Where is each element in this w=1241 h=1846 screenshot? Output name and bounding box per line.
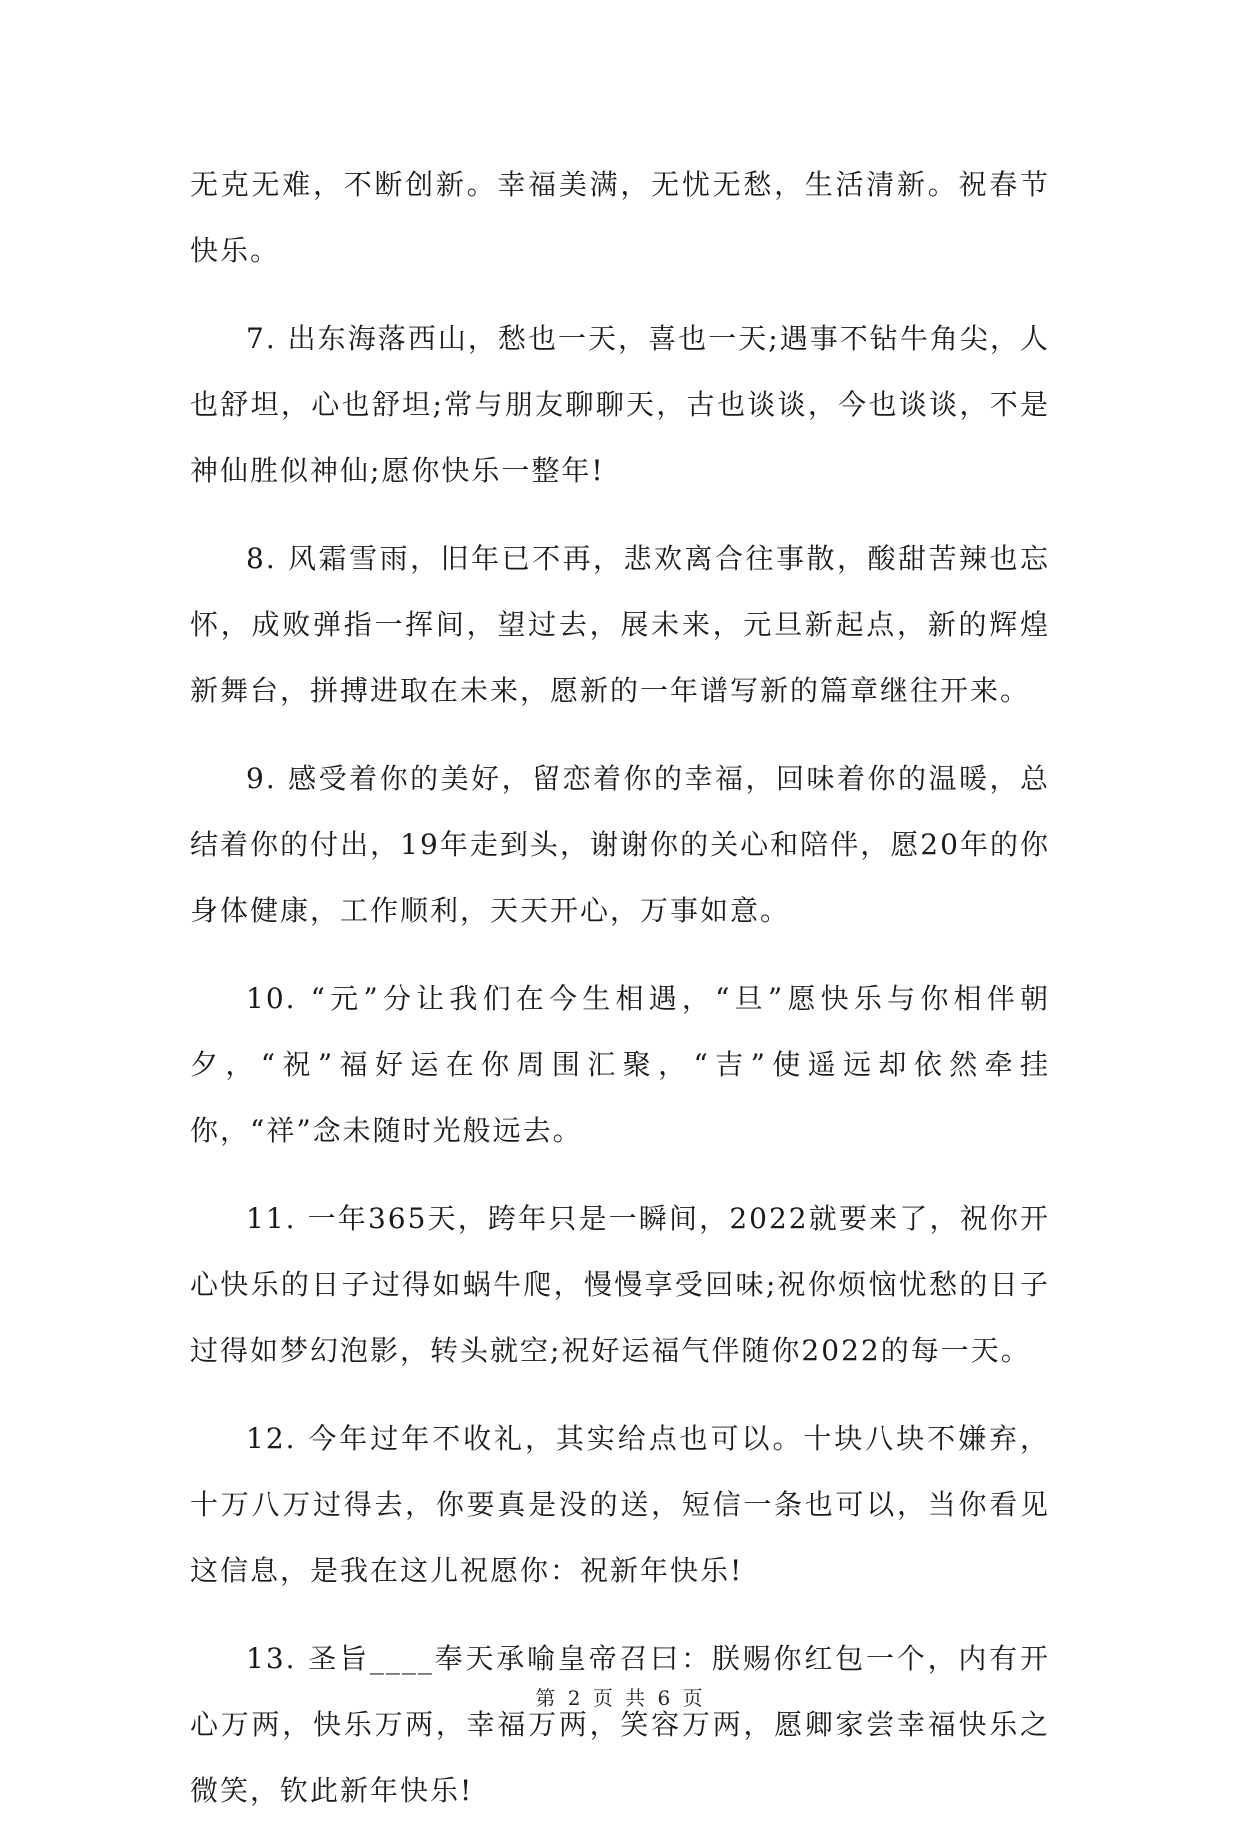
paragraph-continued: 无克无难，不断创新。幸福美满，无忧无愁，生活清新。祝春节快乐。 [190,168,1050,267]
paragraph-item-9: 9. 感受着你的美好，留恋着你的幸福，回味着你的温暖，总结着你的付出，19年走到头，谢谢你的关心和陪伴，愿20年的你身体健康，工作顺利，天天开心，万事如意。 [190,762,1050,927]
paragraph-item-13: 13. 圣旨____奉天承喻皇帝召曰：朕赐你红包一个，内有开心万两，快乐万两，幸福万两，笑容万两，愿卿家尝幸福快乐之微笑，钦此新年快乐! [190,1642,1050,1807]
document-body [190,152,1050,1846]
paragraph-item-8: 8. 风霜雪雨，旧年已不再，悲欢离合往事散，酸甜苦辣也忘怀，成败弹指一挥间，望过去，展未来，元旦新起点，新的辉煌新舞台，拼搏进取在未来，愿新的一年谱写新的篇章继往开来。 [190,542,1050,707]
paragraph-item-12: 12. 今年过年不收礼，其实给点也可以。十块八块不嫌弃，十万八万过得去，你要真是没的送，短信一条也可以，当你看见这信息，是我在这儿祝愿你：祝新年快乐! [190,1422,1050,1587]
paragraph-item-11: 11. 一年365天，跨年只是一瞬间，2022就要来了，祝你开心快乐的日子过得如蜗牛爬，慢慢享受回味;祝你烦恼忧愁的日子过得如梦幻泡影，转头就空;祝好运福气伴随你2022的每一天。 [190,1202,1050,1367]
paragraph-item-10: 10. “元”分让我们在今生相遇，“旦”愿快乐与你相伴朝夕，“祝”福好运在你周围汇聚，“吉”使遥远却依然牵挂你，“祥”念未随时光般远去。 [190,982,1050,1147]
paragraph-item-7: 7. 出东海落西山，愁也一天，喜也一天;遇事不钻牛角尖，人也舒坦，心也舒坦;常与朋友聊聊天，古也谈谈，今也谈谈，不是神仙胜似神仙;愿你快乐一整年! [190,322,1050,487]
page-number-footer: 第 2 页 共 6 页 [535,1686,706,1710]
